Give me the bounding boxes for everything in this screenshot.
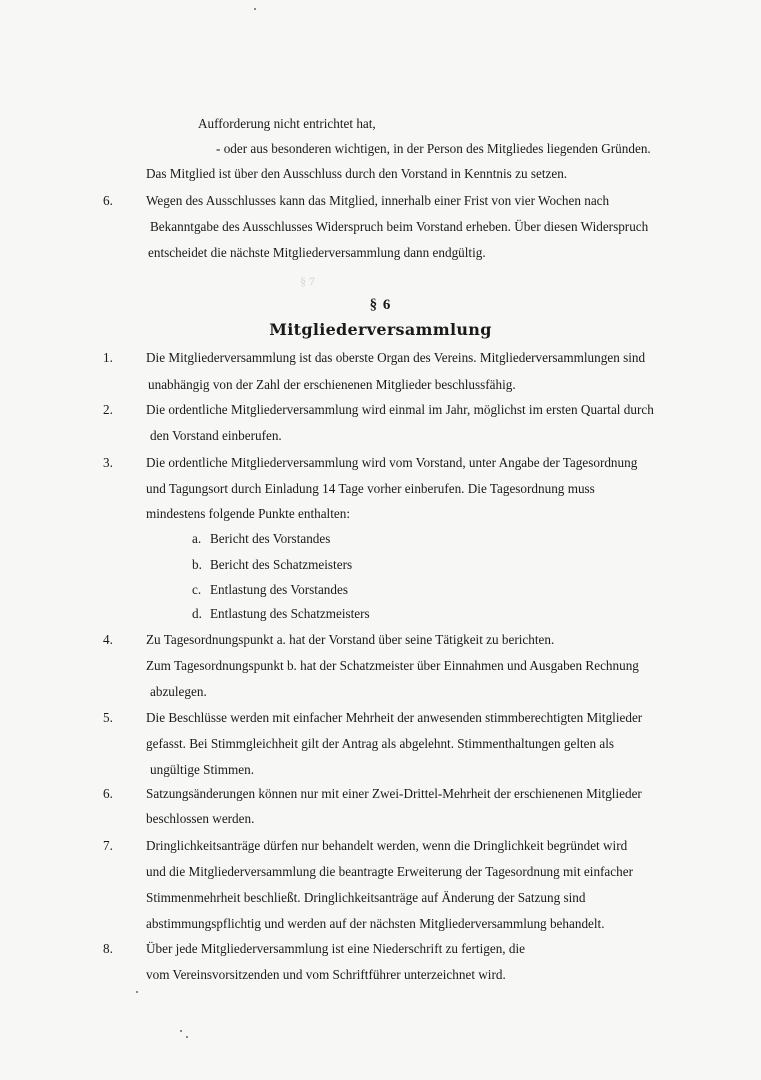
subitem-text: Entlastung des Vorstandes xyxy=(210,582,348,597)
item-number: 5. xyxy=(103,710,113,725)
scan-speck xyxy=(254,8,256,10)
item-line: vom Vereinsvorsitzenden und vom Schriftführer unterzeichnet wird. xyxy=(146,967,506,982)
scan-speck xyxy=(180,1030,182,1032)
subitem-letter: c. xyxy=(192,582,202,597)
item-line: Die ordentliche Mitgliederversammlung wird vom Vorstand, unter Angabe der Tagesordnung xyxy=(146,455,638,470)
subitem-text: Bericht des Schatzmeisters xyxy=(210,557,353,572)
item-line: entscheidet die nächste Mitgliederversammlung dann endgültig. xyxy=(148,245,486,260)
item-line: den Vorstand einberufen. xyxy=(150,428,282,443)
section-number: § 6 xyxy=(369,297,392,313)
scan-speck xyxy=(136,991,138,993)
item-line: und Tagungsort durch Einladung 14 Tage vorher einberufen. Die Tagesordnung muss xyxy=(146,481,595,496)
scan-speck xyxy=(186,1036,188,1038)
item-line: unabhängig von der Zahl der erschienenen Mitglieder beschlussfähig. xyxy=(148,377,516,392)
item-line: Wegen des Ausschlusses kann das Mitglied, innerhalb einer Frist von vier Wochen nach xyxy=(146,193,610,208)
item-line: Über jede Mitgliederversammlung ist eine Niederschrift zu fertigen, die xyxy=(146,941,526,956)
item-line: abzulegen. xyxy=(150,684,207,699)
section-title: Mitgliederversammlung xyxy=(269,320,492,339)
item-line: Die Mitgliederversammlung ist das oberste Organ des Vereins. Mitgliederversammlungen sind xyxy=(146,350,646,365)
subitem-letter: b. xyxy=(192,557,202,572)
item-line: und die Mitgliederversammlung die beantragte Erweiterung der Tagesordnung mit einfacher xyxy=(146,864,633,879)
item-line: beschlossen werden. xyxy=(146,811,255,826)
bleed-through-mark xyxy=(420,560,435,577)
subitem-letter: a. xyxy=(192,531,202,546)
item-line: Zu Tagesordnungspunkt a. hat der Vorstand über seine Tätigkeit zu berichten. xyxy=(146,632,555,647)
item-number: 4. xyxy=(103,632,113,647)
item-number: 2. xyxy=(103,402,113,417)
item-line: Die ordentliche Mitgliederversammlung wird einmal im Jahr, möglichst im ersten Quartal durch xyxy=(146,402,654,417)
subitem-letter: d. xyxy=(192,606,202,621)
item-number: 6. xyxy=(103,193,113,208)
subitem-text: Entlastung des Schatzmeisters xyxy=(210,606,370,621)
item-line: Zum Tagesordnungspunkt b. hat der Schatzmeister über Einnahmen und Ausgaben Rechnung xyxy=(146,658,639,673)
item-number: 3. xyxy=(103,455,113,470)
item-line: ungültige Stimmen. xyxy=(150,762,255,777)
item-line: Satzungsänderungen können nur mit einer Zwei-Drittel-Mehrheit der erschienenen Mitglieder xyxy=(146,786,642,801)
item-number: 1. xyxy=(103,350,113,365)
item-line: Dringlichkeitsanträge dürfen nur behandelt werden, wenn die Dringlichkeit begründet wird xyxy=(146,838,628,853)
item-line: abstimmungspflichtig und werden auf der nächsten Mitgliederversammlung behandelt. xyxy=(146,916,605,931)
item-line: gefasst. Bei Stimmgleichheit gilt der Antrag als abgelehnt. Stimmenthaltungen gelten als xyxy=(146,736,615,751)
continuation-line: Aufforderung nicht entrichtet hat, xyxy=(198,116,376,131)
item-line: Bekanntgabe des Ausschlusses Widerspruch beim Vorstand erheben. Über diesen Widerspruch xyxy=(150,219,649,234)
item-line: mindestens folgende Punkte enthalten: xyxy=(146,506,350,521)
item-number: 7. xyxy=(103,838,113,853)
bleed-through-mark: § 7 xyxy=(300,274,315,288)
subitem-text: Bericht des Vorstandes xyxy=(210,531,331,546)
item-line: Die Beschlüsse werden mit einfacher Mehrheit der anwesenden stimmberechtigten Mitglieder xyxy=(146,710,643,725)
item-number: 8. xyxy=(103,941,113,956)
item-number: 6. xyxy=(103,786,113,801)
item-line: Stimmenmehrheit beschließt. Dringlichkeitsanträge auf Änderung der Satzung sind xyxy=(146,890,586,905)
continuation-line: - oder aus besonderen wichtigen, in der Person des Mitgliedes liegenden Gründen. xyxy=(216,141,651,156)
continuation-line: Das Mitglied ist über den Ausschluss durch den Vorstand in Kenntnis zu setzen. xyxy=(146,166,568,181)
